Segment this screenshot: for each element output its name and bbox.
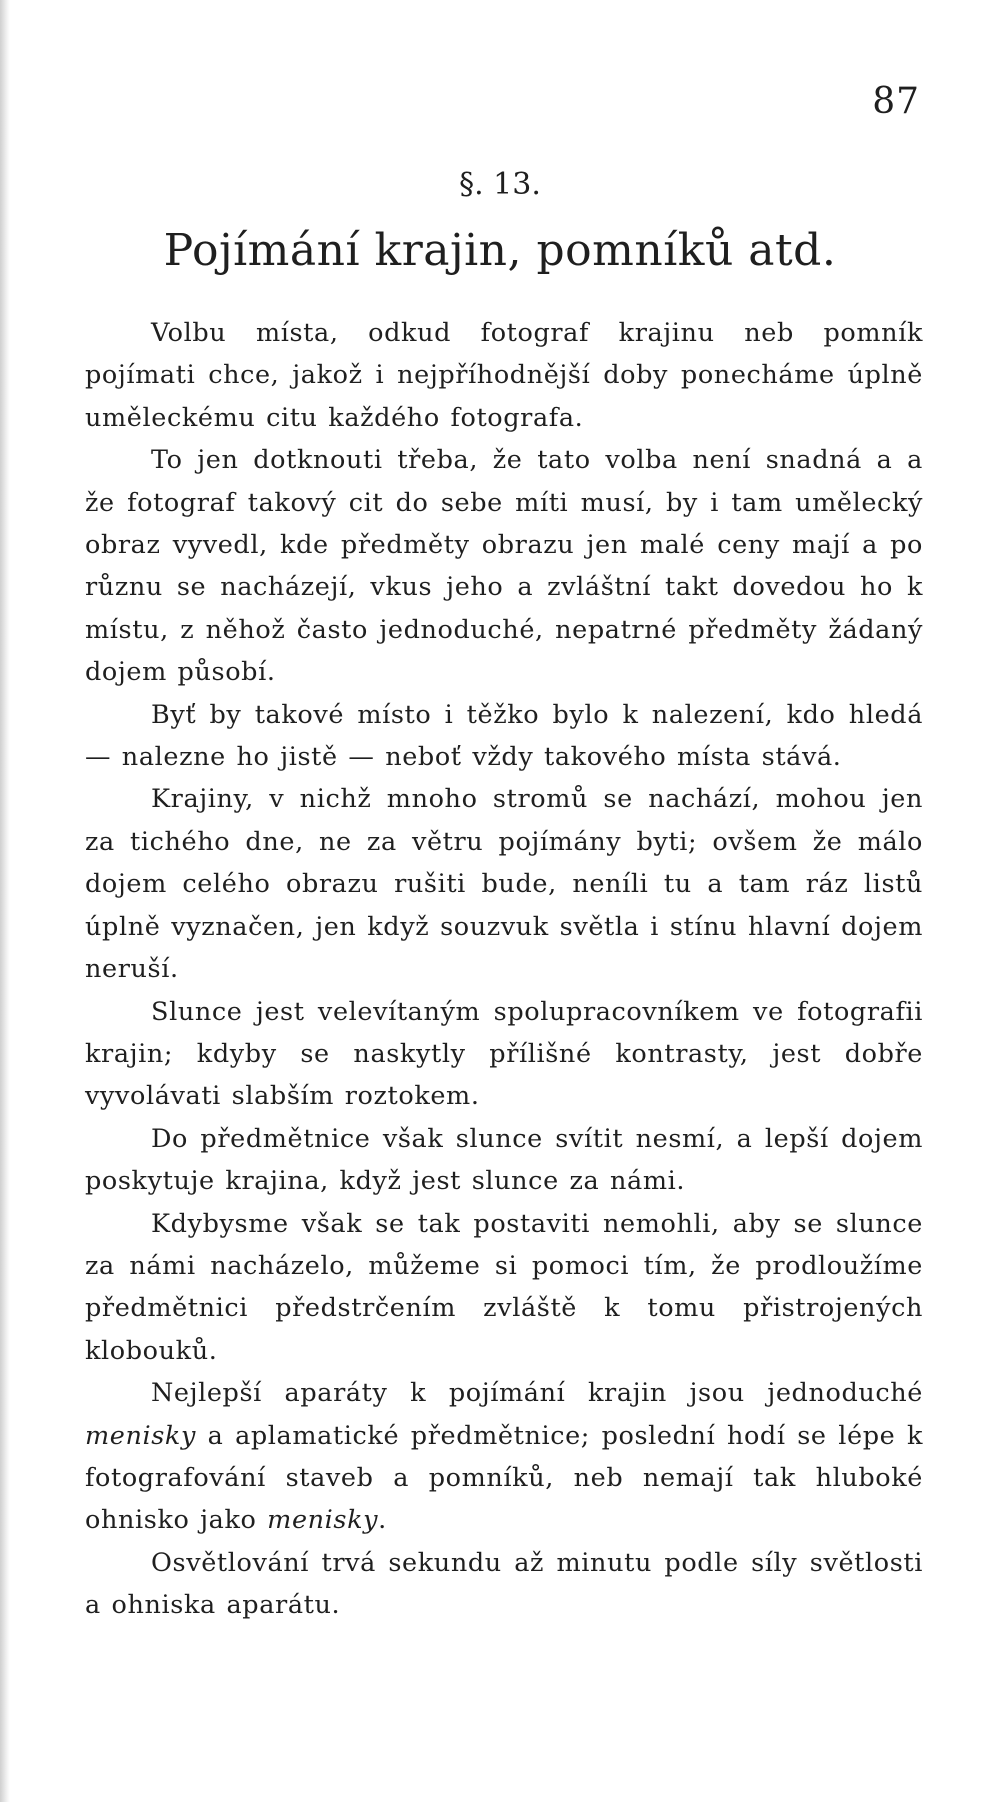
- page-number: 87: [872, 81, 920, 122]
- section-number: §. 13.: [459, 167, 541, 202]
- paragraph-5: Slunce jest velevítaným spolupracovníkem ve fotografii krajin; kdyby se naskytly přílišné kontrasty, jest dobře vyvolávati slabším roztokem.: [85, 996, 923, 1112]
- paragraph-4: Krajiny, v nichž mnoho stromů se nachází, mohou jen za tichého dne, ne za větru pojímány byti; ovšem že málo dojem celého obrazu rušiti bude, neníli tu a tam ráz listů úplně vyznačen, jen když souzvuk světla i stínu hlavní dojem neruší.: [85, 784, 923, 985]
- paragraph-8-text-3: .: [378, 1505, 387, 1536]
- paragraph-1: Volbu místa, odkud fotograf krajinu neb pomník pojímati chce, jakož i nejpříhodnější doby ponecháme úplně uměleckému citu každého fotografa.: [85, 318, 923, 433]
- paragraph-9: Osvětlování trvá sekundu až minutu podle síly světlosti a ohniska aparátu.: [85, 1547, 923, 1621]
- paragraph-7: Kdybysme však se tak postaviti nemohli, aby se slunce za námi nacházelo, můžeme si pomoci tím, že prodloužíme předmětnici předstrčením zvláště k tomu přistrojených klobouků.: [85, 1208, 923, 1366]
- paragraph-8: [85, 1372, 923, 1542]
- paragraph-6: Do předmětnice však slunce svítit nesmí, a lepší dojem poskytuje krajina, když jest slunce za námi.: [85, 1123, 923, 1197]
- paragraph-8-text-1: Nejlepší aparáty k pojímání krajin jsou jednoduché: [151, 1378, 923, 1409]
- body-text: [85, 312, 923, 1627]
- chapter-title: Pojímání krajin, pomníků atd.: [163, 225, 837, 276]
- paragraph-3: Byť by takové místo i těžko bylo k nalezení, kdo hledá — nalezne ho jistě — neboť vždy takového místa stává.: [85, 699, 923, 773]
- paragraph-8-italic-2: menisky: [267, 1505, 379, 1536]
- paragraph-2: To jen dotknouti třeba, že tato volba není snadná a a že fotograf takový cit do sebe míti musí, by i tam umělecký obraz vyvedl, kde předměty obrazu jen malé ceny mají a po různu se nacházejí, vkus jeho a zvláštní takt dovedou ho k místu, z něhož často jednoduché, nepatrné předměty žádaný dojem působí.: [85, 445, 923, 688]
- paragraph-8-text-2: a aplamatické předmětnice; poslední hodí se lépe k fotografování staveb a pomníků, neb nemají tak hluboké ohnisko jako: [85, 1420, 923, 1536]
- paragraph-8-italic-1: menisky: [85, 1420, 196, 1451]
